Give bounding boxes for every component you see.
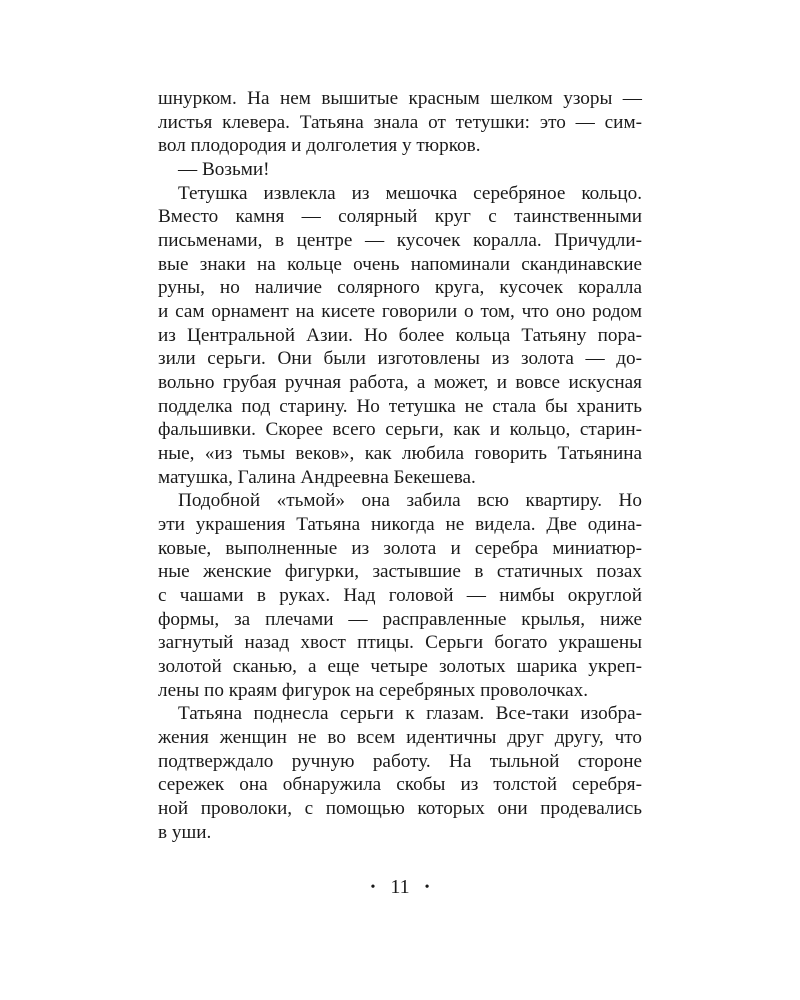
text-line: листья клевера. Татьяна знала от тетушки: это — сим- xyxy=(158,111,642,133)
text-line: матушка, Галина Андреевна Бекешева. xyxy=(158,466,476,488)
body-text xyxy=(158,87,642,845)
text-line: Тетушка извлекла из мешочка серебряное кольцо. xyxy=(178,182,642,204)
text-line: шнурком. На нем вышитые красным шелком узоры — xyxy=(158,88,642,109)
text-line: формы, за плечами — расправленные крылья, ниже xyxy=(158,608,642,630)
text-line: Подобной «тьмой» она забила всю квартиру. Но xyxy=(178,490,642,512)
text-line: письменами, в центре — кусочек коралла. Причудли- xyxy=(158,230,642,252)
text-line: и сам орнамент на кисете говорили о том, что оно родом xyxy=(158,301,642,323)
text-line: в уши. xyxy=(158,821,212,843)
text-line: ные женские фигурки, застывшие в статичных позах xyxy=(158,561,642,583)
text-line: Вместо камня — солярный круг с таинственными xyxy=(158,206,642,228)
text-line: золотой сканью, а еще четыре золотых шарика укреп- xyxy=(158,656,642,678)
text-line: ной проволоки, с помощью которых они продевались xyxy=(158,798,642,820)
text-line: эти украшения Татьяна никогда не видела. Две одина- xyxy=(158,514,642,536)
text-line: из Центральной Азии. Но более кольца Татьяну пора- xyxy=(158,324,642,346)
text-line: зили серьги. Они были изготовлены из золота — до- xyxy=(158,348,642,370)
text-line: загнутый назад хвост птицы. Серьги богато украшены xyxy=(158,632,642,654)
text-line: — Возьми! xyxy=(178,159,270,181)
bullet-icon: • xyxy=(370,880,376,895)
text-line: с чашами в руках. Над головой — нимбы округлой xyxy=(158,585,642,607)
text-line: руны, но наличие солярного круга, кусочек коралла xyxy=(158,277,642,299)
text-line: лены по краям фигурок на серебряных проволочках. xyxy=(158,679,589,701)
text-line: фальшивки. Скорее всего серьги, как и кольцо, старин- xyxy=(158,419,642,441)
bullet-icon: • xyxy=(424,880,430,895)
text-line: вые знаки на кольце очень напоминали скандинавские xyxy=(158,253,642,275)
text-line: ковые, выполненные из золота и серебра миниатюр- xyxy=(158,537,642,559)
text-line: сережек она обнаружила скобы из толстой серебря- xyxy=(158,774,642,796)
text-line: жения женщин не во всем идентичны друг другу, что xyxy=(158,727,642,749)
text-line: подтверждало ручную работу. На тыльной стороне xyxy=(158,750,642,772)
text-line: вольно грубая ручная работа, а может, и вовсе искусная xyxy=(158,372,642,394)
page-number-footer xyxy=(0,876,800,899)
text-line: ные, «из тьмы веков», как любила говорить Татьянина xyxy=(158,443,642,465)
text-line: Татьяна поднесла серьги к глазам. Все-таки изобра- xyxy=(178,703,642,725)
text-line: подделка под старину. Но тетушка не стала бы хранить xyxy=(158,395,642,417)
text-line: вол плодородия и долголетия у тюрков. xyxy=(158,135,481,157)
page-number: 11 xyxy=(390,876,410,898)
